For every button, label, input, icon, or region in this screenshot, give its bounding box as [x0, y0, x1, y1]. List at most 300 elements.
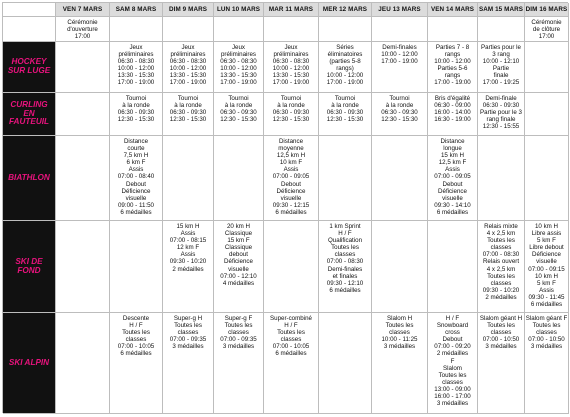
cell-text-line: CURLING	[10, 100, 48, 110]
cell-text-line: 06:30 - 09:30	[169, 109, 207, 117]
day-header-label: MAR 11 MARS	[268, 5, 314, 13]
cell-text-line: 10:00 - 12:10	[482, 58, 520, 66]
cell-text-line: Assis	[180, 230, 196, 238]
cell-text-line: 7,5 km H	[123, 152, 149, 160]
cell-text-line: Tournoi	[389, 95, 410, 102]
cell-text-line: Toutes les	[532, 322, 561, 330]
cell-text-line: 07:00 - 09:05	[272, 173, 310, 181]
cell-text-line: 3 médailles	[222, 343, 255, 351]
empty-cell	[56, 313, 110, 414]
cell-text-line: rang finale	[486, 116, 516, 124]
cell-text-line: rangs	[444, 51, 461, 59]
cell-text-line: 17:00 - 19:00	[117, 79, 155, 87]
cell-text-line: SKI ALPIN	[8, 357, 50, 367]
cell-text-line: 6 km F	[126, 159, 146, 167]
cell-text-line: 17:00	[74, 33, 91, 41]
cell-text-line: Slalom géant H	[479, 315, 523, 322]
cell-text-line: 06:30 - 09:30	[326, 109, 364, 117]
event-cell	[214, 221, 264, 313]
empty-cell	[264, 17, 319, 42]
cell-text-line: visuelle	[536, 258, 557, 266]
day-header-label: JEU 13 MARS	[378, 5, 421, 13]
cell-text-line: 06:30 - 09:30	[117, 109, 155, 117]
cell-text-line: Tournoi	[280, 95, 302, 102]
cell-text-line: 09:30 - 12:15	[272, 201, 310, 209]
cell-text-line: 15 km H	[176, 223, 200, 230]
cell-text-line: 13:30 - 15:30	[117, 72, 155, 80]
cell-text-line: à la ronde	[122, 102, 150, 110]
cell-text-line: Relais ouvert	[482, 258, 520, 266]
cell-text-line: 3 médailles	[172, 343, 204, 351]
empty-cell	[110, 17, 163, 42]
empty-cell	[478, 17, 525, 42]
empty-cell	[319, 313, 372, 414]
cell-text-line: 07:00 - 10:50	[528, 336, 565, 344]
cell-text-line: Jeux	[231, 44, 246, 51]
cell-text-line: 6 médailles	[275, 350, 307, 358]
schedule-table	[2, 2, 568, 413]
cell-text-line: 10:00 - 12:00	[434, 58, 471, 66]
cell-text-line: 10 km F	[279, 159, 303, 167]
cell-text-line: Cérémonie	[531, 19, 562, 26]
empty-cell	[428, 221, 478, 313]
cell-text-line: Slalom	[443, 364, 462, 372]
cell-text-line: H / F	[338, 230, 352, 238]
cell-text-line: Super-g H	[173, 315, 203, 322]
cell-text-line: visuelle	[228, 265, 249, 273]
cell-text-line: courte	[127, 145, 145, 153]
cell-text-line: 06:30 - 08:30	[169, 58, 207, 66]
empty-cell	[214, 17, 264, 42]
cell-text-line: Tournoi	[228, 95, 249, 102]
cell-text-line: 12:30 - 15:55	[482, 123, 520, 131]
cell-text-line: (parties 5-8	[329, 58, 361, 66]
cell-text-line: 6 médailles	[436, 208, 469, 216]
cell-text-line: Demi-finales	[382, 44, 417, 51]
cell-text-line: BIATHLON	[8, 172, 50, 182]
empty-cell	[264, 221, 319, 313]
empty-cell	[319, 17, 372, 42]
cell-text-line: 06:30 - 09:30	[381, 109, 418, 117]
cell-text-line: 6 médailles	[530, 301, 563, 309]
empty-cell	[525, 42, 569, 93]
cell-text-line: 07:00 - 08:15	[169, 237, 207, 245]
day-header-label: DIM 9 MARS	[168, 5, 208, 13]
event-cell	[478, 42, 525, 93]
cell-text-line: Libre debout	[529, 244, 564, 252]
cell-text-line: 10:00 - 12:00	[272, 65, 310, 73]
cell-text-line: 12 km F	[176, 244, 200, 252]
day-header-label: MER 12 MARS	[322, 5, 368, 13]
event-cell	[319, 42, 372, 93]
cell-text-line: 17:00 - 19:00	[169, 79, 207, 87]
day-header	[319, 3, 372, 17]
cell-text-line: Toutes les	[277, 329, 305, 337]
empty-cell	[525, 136, 569, 221]
cell-text-line: 12:30 - 15:30	[169, 116, 207, 124]
cell-text-line: 10:00 - 12:00	[326, 72, 364, 80]
cell-text-line: 10 km H	[534, 272, 559, 280]
event-cell	[319, 221, 372, 313]
cell-text-line: à la ronde	[174, 102, 202, 110]
cell-text-line: 07:00 - 09:35	[169, 336, 207, 344]
cell-text-line: 10:00 - 12:00	[220, 65, 257, 73]
cell-text-line: 07:00 - 08:40	[117, 173, 155, 181]
cell-text-line: 17:00 - 19:25	[482, 79, 520, 87]
event-cell	[56, 17, 110, 42]
empty-cell	[163, 17, 214, 42]
cell-text-line: 12:30 - 15:30	[220, 116, 257, 124]
event-cell	[264, 93, 319, 136]
cell-text-line: Snowboard	[436, 322, 469, 330]
cell-text-line: 3 rang	[492, 51, 510, 59]
cell-text-line: 06:30 - 08:30	[220, 58, 257, 66]
event-cell	[372, 93, 428, 136]
cell-text-line: Partie	[492, 65, 510, 73]
cell-text-line: 17:00 - 19:00	[434, 79, 471, 87]
empty-cell	[163, 136, 214, 221]
cell-text-line: FAUTEUIL	[8, 117, 50, 127]
cell-text-line: Toutes les	[438, 371, 467, 379]
cell-text-line: Jeux	[129, 44, 143, 51]
cell-text-line: 09:30 - 12:10	[326, 279, 364, 287]
cell-text-line: Assis	[445, 166, 460, 174]
cell-text-line: HOCKEY	[11, 57, 47, 67]
cell-text-line: 17:00	[538, 33, 555, 41]
event-cell	[264, 136, 319, 221]
empty-cell	[56, 136, 110, 221]
event-cell	[163, 313, 214, 414]
empty-cell	[478, 136, 525, 221]
event-cell	[525, 313, 569, 414]
cell-text-line: Toutes les	[331, 244, 359, 252]
cell-text-line: Qualification	[327, 237, 363, 245]
cell-text-line: 10:00 - 12:00	[169, 65, 207, 73]
day-header-label: LUN 10 MARS	[216, 5, 261, 13]
cell-text-line: Debout	[442, 180, 463, 188]
cell-text-line: Distance	[278, 138, 304, 145]
event-cell	[372, 313, 428, 414]
empty-cell	[525, 93, 569, 136]
cell-text-line: d'ouverture	[67, 26, 98, 34]
event-cell	[163, 42, 214, 93]
event-cell	[110, 313, 163, 414]
cell-text-line: à la ronde	[277, 102, 305, 110]
cell-text-line: finale	[493, 72, 509, 80]
event-cell	[110, 42, 163, 93]
cell-text-line: 2 médailles	[172, 265, 204, 273]
cell-text-line: H / F	[129, 322, 143, 330]
cell-text-line: classes	[490, 329, 512, 337]
cell-text-line: 16:00 - 14:00	[434, 109, 471, 117]
cell-text-line: 16:30 - 19:00	[434, 116, 471, 124]
cell-text-line: Descente	[122, 315, 150, 322]
cell-text-line: 3 médailles	[436, 400, 469, 408]
cell-text-line: 07:00 - 09:15	[528, 265, 565, 273]
event-cell	[264, 313, 319, 414]
cell-text-line: 6 médailles	[120, 350, 152, 358]
event-cell	[525, 17, 569, 42]
cell-text-line: rangs	[444, 72, 461, 80]
event-cell	[372, 42, 428, 93]
cell-text-line: 12:30 - 15:30	[117, 116, 155, 124]
cell-text-line: Déficience	[532, 251, 561, 259]
empty-cell	[372, 17, 428, 42]
sport-label	[3, 136, 56, 221]
cell-text-line: debout	[229, 251, 248, 259]
cell-text-line: 17:00 - 19:00	[272, 79, 310, 87]
event-cell	[478, 221, 525, 313]
cell-text-line: Parties 5-6	[437, 65, 468, 73]
cell-text-line: à la ronde	[331, 102, 359, 110]
cell-text-line: visuelle	[125, 194, 147, 202]
day-header	[428, 3, 478, 17]
cell-text-line: préliminaires	[273, 51, 309, 59]
cell-text-line: 17:00 - 19:00	[381, 58, 418, 66]
cell-text-line: Tournoi	[125, 95, 147, 102]
cell-text-line: 07:00 - 08:30	[326, 258, 364, 266]
cell-text-line: 17:00 - 19:00	[220, 79, 257, 87]
sport-label	[3, 93, 56, 136]
cell-text-line: Super-combiné	[270, 315, 312, 322]
cell-text-line: 16:00 - 17:00	[434, 393, 471, 401]
day-header-label: SAM 8 MARS	[115, 5, 157, 13]
cell-text-line: 07:00 - 10:05	[272, 343, 310, 351]
cell-text-line: moyenne	[278, 145, 304, 153]
cell-text-line: 4 x 2,5 km	[486, 230, 516, 238]
cell-text-line: visuelle	[442, 194, 463, 202]
cell-text-line: 6 médailles	[120, 208, 152, 216]
cell-text-line: classes	[389, 329, 410, 337]
cell-text-line: Tournoi	[177, 95, 199, 102]
cell-text-line: 3 médailles	[383, 343, 416, 351]
cell-text-line: 07:00 - 10:50	[482, 336, 520, 344]
event-cell	[214, 313, 264, 414]
cell-text-line: Jeux	[284, 44, 298, 51]
event-cell	[319, 93, 372, 136]
cell-text-line: classes	[442, 378, 463, 386]
cell-text-line: Relais mixte	[484, 223, 518, 230]
cell-text-line: Toutes les	[487, 237, 515, 245]
day-header-label: DIM 16 MARS	[525, 5, 568, 13]
cell-text-line: 07:00 - 09:20	[434, 343, 471, 351]
cell-text-line: préliminaires	[170, 51, 206, 59]
cell-text-line: 13:30 - 15:30	[220, 72, 257, 80]
cell-text-line: visuelle	[280, 194, 302, 202]
day-header-label: VEN 7 MARS	[62, 5, 103, 13]
cell-text-line: préliminaires	[220, 51, 257, 59]
cell-text-line: 12:30 - 15:30	[272, 116, 310, 124]
cell-text-line: classes	[490, 279, 512, 287]
ceremony-row-label	[3, 17, 56, 42]
empty-cell	[56, 42, 110, 93]
cell-text-line: 6 médailles	[329, 286, 361, 294]
cell-text-line: Assis	[539, 286, 554, 294]
cell-text-line: 17:00 - 19:00	[326, 79, 364, 87]
cell-text-line: 6 médailles	[275, 208, 307, 216]
cell-text-line: EN	[23, 108, 35, 118]
cell-text-line: Parties pour le	[481, 44, 521, 51]
event-cell	[478, 93, 525, 136]
cell-text-line: 07:00 - 09:05	[434, 173, 471, 181]
cell-text-line: rangs)	[336, 65, 354, 73]
day-header	[56, 3, 110, 17]
header-corner	[3, 3, 56, 17]
cell-text-line: 4 x 2,5 km	[486, 265, 516, 273]
cell-text-line: 12,5 km F	[438, 159, 467, 167]
cell-text-line: de clôture	[532, 26, 561, 34]
cell-text-line: 12,5 km H	[276, 152, 306, 160]
empty-cell	[56, 221, 110, 313]
sport-label	[3, 221, 56, 313]
empty-cell	[428, 17, 478, 42]
cell-text-line: Classique	[224, 230, 253, 238]
day-header	[163, 3, 214, 17]
cell-text-line: 10:00 - 11:25	[381, 336, 418, 344]
cell-text-line: éliminatoires	[327, 51, 363, 59]
cell-text-line: 1 km Sprint	[329, 223, 361, 230]
day-header	[110, 3, 163, 17]
event-cell	[110, 136, 163, 221]
day-header	[372, 3, 428, 17]
cell-text-line: 15 km F	[227, 237, 250, 245]
cell-text-line: Demi-finale	[485, 95, 517, 102]
cell-text-line: F	[450, 357, 455, 365]
empty-cell	[372, 221, 428, 313]
cell-text-line: Debout	[442, 336, 463, 344]
empty-cell	[319, 136, 372, 221]
cell-text-line: 06:30 - 08:30	[117, 58, 155, 66]
empty-cell	[56, 93, 110, 136]
cell-text-line: classes	[280, 336, 302, 344]
cell-text-line: Debout	[126, 180, 146, 188]
event-cell	[163, 93, 214, 136]
day-header	[214, 3, 264, 17]
cell-text-line: Slalom H	[386, 315, 413, 322]
cell-text-line: Toutes les	[174, 322, 202, 330]
cell-text-line: Slalom géant F	[525, 315, 568, 322]
event-cell	[264, 42, 319, 93]
day-header-label: SAM 15 MARS	[478, 5, 524, 13]
cell-text-line: et finales	[332, 272, 358, 280]
cell-text-line: SKI DE	[15, 256, 43, 266]
day-header	[478, 3, 525, 17]
cell-text-line: Toutes les	[487, 322, 515, 330]
cell-text-line: 07:00 - 12:10	[220, 272, 257, 280]
cell-text-line: 15 km H	[440, 152, 465, 160]
cell-text-line: Toutes les	[224, 322, 253, 330]
event-cell	[478, 313, 525, 414]
cell-text-line: à la ronde	[385, 102, 414, 110]
cell-text-line: 2 médailles	[436, 350, 469, 358]
cell-text-line: SUR LUGE	[7, 66, 51, 75]
sport-label	[3, 313, 56, 414]
cell-text-line: H / F	[284, 322, 298, 330]
event-cell	[428, 136, 478, 221]
cell-text-line: 12:30 - 15:30	[381, 116, 418, 124]
day-header	[264, 3, 319, 17]
cell-text-line: 10:00 - 12:00	[381, 51, 418, 59]
cell-text-line: Tournoi	[334, 95, 356, 102]
event-cell	[163, 221, 214, 313]
cell-text-line: 4 médailles	[222, 279, 255, 287]
empty-cell	[214, 136, 264, 221]
cell-text-line: 07:00 - 08:30	[482, 251, 520, 259]
cell-text-line: classes	[334, 251, 356, 259]
cell-text-line: Distance	[440, 138, 465, 145]
cell-text-line: 09:30 - 10:20	[482, 286, 520, 294]
cell-text-line: Déficience	[224, 258, 253, 266]
day-header	[525, 3, 569, 17]
cell-text-line: Séries	[336, 44, 354, 51]
cell-text-line: Classique	[224, 244, 253, 252]
cell-text-line: classes	[228, 329, 249, 337]
cell-text-line: Déficience	[438, 187, 467, 195]
cell-text-line: préliminaires	[118, 51, 154, 59]
cell-text-line: 07:00 - 10:05	[117, 343, 155, 351]
cell-text-line: 12:30 - 15:30	[326, 116, 364, 124]
cell-text-line: 10 km H	[534, 223, 559, 230]
cell-text-line: 10:00 - 12:00	[117, 65, 155, 73]
cell-text-line: Déficience	[276, 187, 306, 195]
cell-text-line: classes	[536, 329, 557, 337]
cell-text-line: Assis	[180, 251, 196, 259]
event-cell	[214, 42, 264, 93]
cell-text-line: cross	[445, 329, 460, 337]
cell-text-line: 13:00 - 09:00	[434, 385, 471, 393]
cell-text-line: 5 km F	[537, 237, 556, 245]
event-cell	[525, 221, 569, 313]
cell-text-line: Super-g F	[224, 315, 253, 322]
cell-text-line: H / F	[445, 315, 460, 322]
cell-text-line: 20 km H	[226, 223, 251, 230]
cell-text-line: Toutes les	[385, 322, 414, 330]
cell-text-line: 09:30 - 10:20	[169, 258, 207, 266]
cell-text-line: 09:30 - 11:45	[528, 293, 565, 301]
cell-text-line: 3 médailles	[530, 343, 563, 351]
cell-text-line: 06:30 - 09:00	[434, 102, 471, 110]
cell-text-line: classes	[490, 244, 512, 252]
cell-text-line: 13:30 - 15:30	[272, 72, 310, 80]
empty-cell	[372, 136, 428, 221]
cell-text-line: 2 médailles	[485, 293, 517, 301]
event-cell	[428, 93, 478, 136]
day-header-label: VEN 14 MARS	[430, 5, 475, 13]
cell-text-line: FOND	[17, 265, 41, 275]
cell-text-line: Demi-finales	[327, 265, 363, 273]
cell-text-line: Déficience	[121, 187, 151, 195]
cell-text-line: 06:30 - 09:30	[482, 102, 520, 110]
cell-text-line: Toutes les	[122, 329, 150, 337]
cell-text-line: classes	[177, 329, 199, 337]
cell-text-line: Partie pour le 3	[480, 109, 522, 117]
empty-cell	[110, 221, 163, 313]
cell-text-line: Debout	[281, 180, 301, 188]
cell-text-line: 3 médailles	[485, 343, 517, 351]
cell-text-line: classes	[125, 336, 147, 344]
cell-text-line: Bris d'égalité	[434, 95, 471, 102]
sport-label	[3, 42, 56, 93]
cell-text-line: Libre assis	[531, 230, 562, 238]
cell-text-line: 07:00 - 09:35	[220, 336, 257, 344]
cell-text-line: Distance	[123, 138, 149, 145]
cell-text-line: longue	[443, 145, 462, 153]
cell-text-line: 09:00 - 11:50	[117, 201, 154, 209]
cell-text-line: 13:30 - 15:30	[169, 72, 207, 80]
cell-text-line: 06:30 - 09:30	[220, 109, 257, 117]
event-cell	[110, 93, 163, 136]
cell-text-line: Toutes les	[487, 272, 515, 280]
